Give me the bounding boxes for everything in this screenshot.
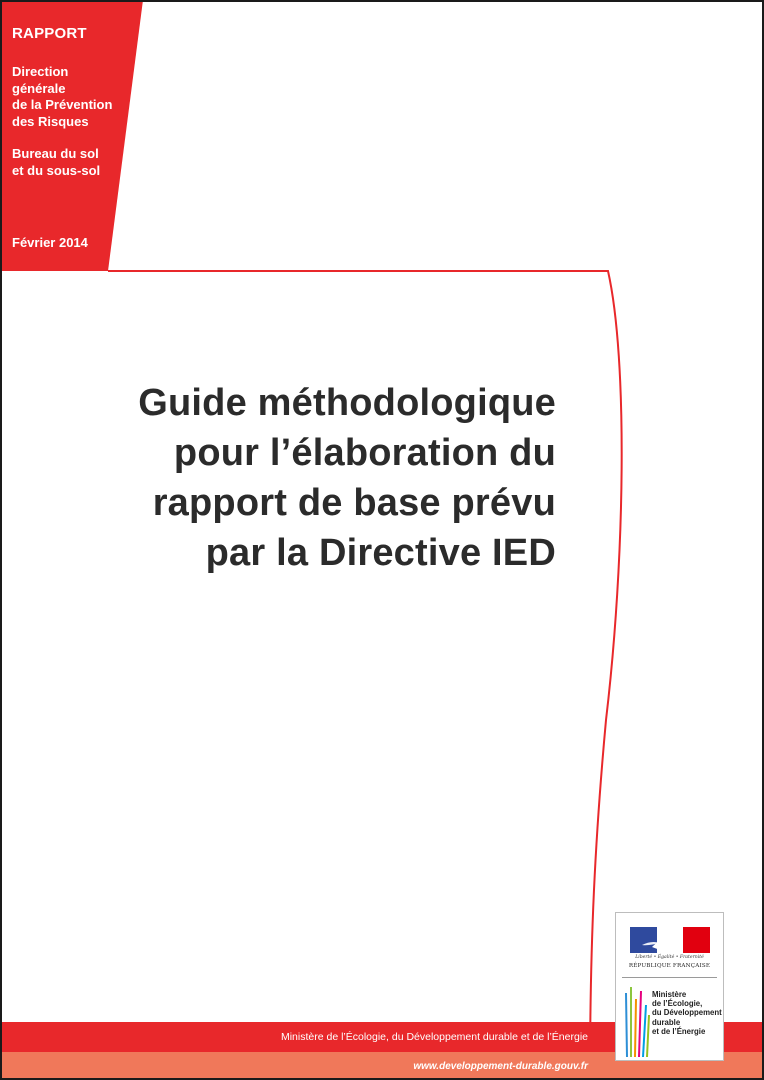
publication-date: Février 2014 [12, 235, 88, 250]
ministry-line: durable [652, 1017, 681, 1027]
report-label: RAPPORT [12, 25, 87, 42]
title-line: pour l’élaboration du [173, 432, 556, 474]
title-line: par la Directive IED [205, 532, 556, 574]
ministry-emblem-icon [624, 985, 650, 1057]
direction-line: de la Prévention [12, 97, 113, 112]
footer-ministry-text: Ministère de l’Écologie, du Développement durable et de l’Énergie [280, 1031, 588, 1043]
marianne-flag-icon [630, 927, 710, 953]
ministry-name [652, 990, 722, 1036]
direction-line: générale [12, 80, 66, 96]
republic-motto: Liberté • Égalité • Fraternité [635, 955, 704, 960]
ministry-line: du Développement [652, 1008, 722, 1018]
title-line: Guide méthodologique [138, 382, 556, 424]
title-line: rapport de base prévu [152, 482, 556, 524]
website-link[interactable]: www.developpement-durable.gouv.fr [413, 1061, 588, 1072]
direction-line: Direction [12, 64, 69, 79]
bureau-line: Bureau du sol [12, 146, 99, 161]
ministry-line: Ministère [652, 990, 687, 999]
bureau-name [12, 146, 137, 179]
logo-divider [622, 977, 717, 978]
direction-name [12, 64, 137, 130]
ministry-line: et de l’Énergie [652, 1026, 706, 1036]
ministry-line: de l’Écologie, [652, 999, 703, 1009]
bureau-line: et du sous-sol [12, 162, 101, 178]
ministry-logo [615, 912, 724, 1061]
direction-line: des Risques [12, 113, 89, 129]
document-title [36, 378, 556, 578]
republic-label: RÉPUBLIQUE FRANÇAISE [628, 963, 711, 969]
